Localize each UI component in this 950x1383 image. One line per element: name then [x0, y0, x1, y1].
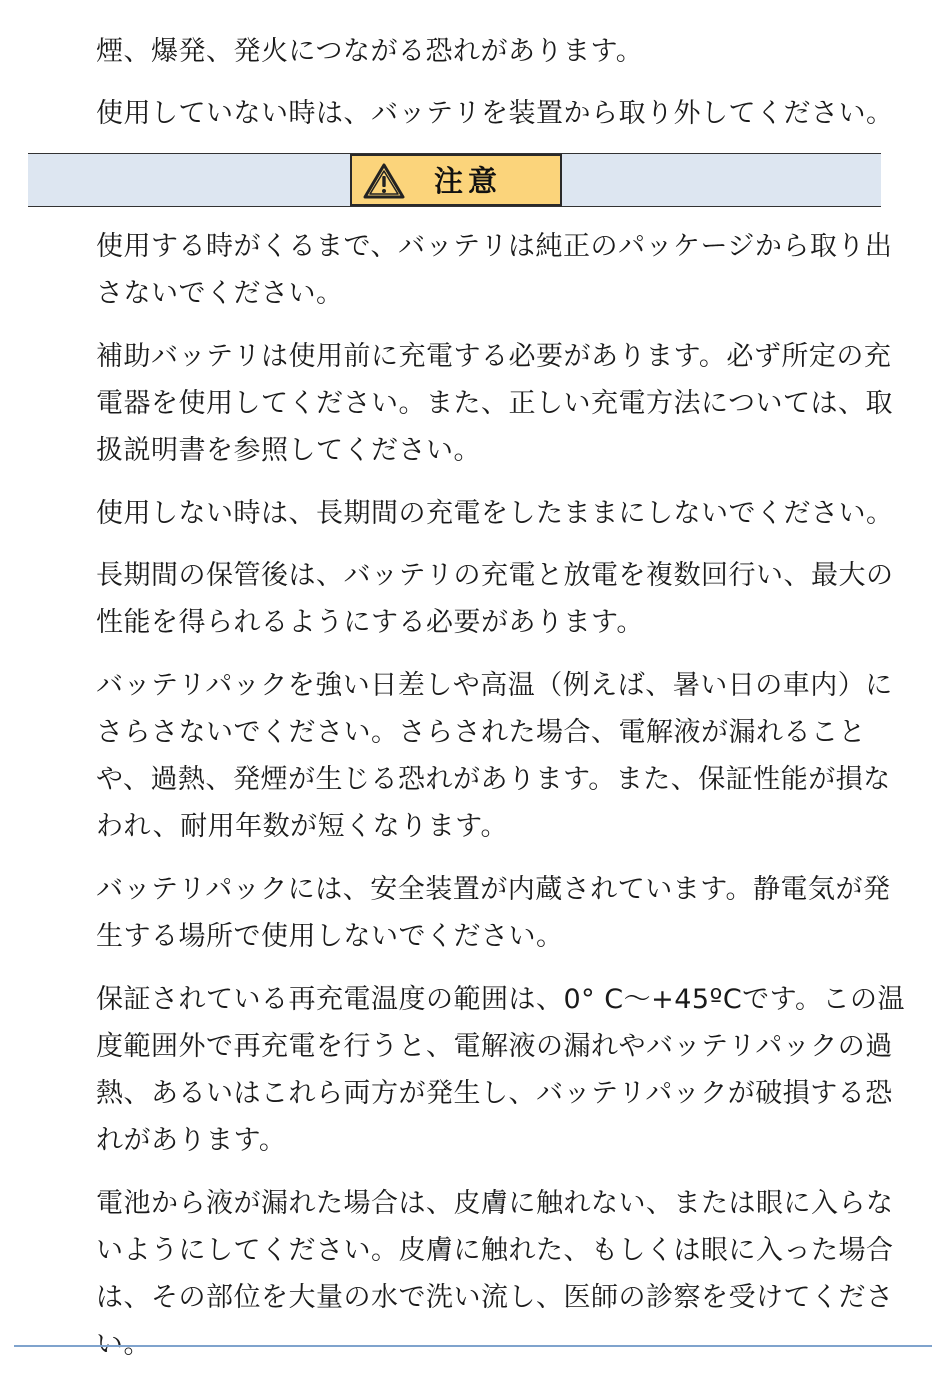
paragraph-keep-in-package: 使用する時がくるまで、バッテリは純正のパッケージから取り出さないでください。 [96, 231, 893, 309]
warning-triangle-icon [362, 162, 406, 200]
paragraph-leak-handling: 電池から液が漏れた場合は、皮膚に触れない、または眼に入らないようにしてください。皮膚に触れた、もしくは眼に入った場合は、その部位を大量の水で洗い流し、医師の診察を受けてください。 [96, 1188, 894, 1360]
paragraph-heat-exposure: バッテリパックを強い日差しや高温（例えば、暑い日の車内）にさらさないでください。さらされた場合、電解液が漏れることや、過熱、発煙が生じる恐れがあります。また、保証性能が損なわれ、耐用年数が短くなります。 [96, 670, 893, 842]
caution-label-box [350, 154, 562, 206]
footer-divider [14, 1345, 932, 1347]
paragraph-safety-device: バッテリパックには、安全装置が内蔵されています。静電気が発生する場所で使用しないでください。 [96, 874, 891, 952]
paragraph-after-storage: 長期間の保管後は、バッテリの充電と放電を複数回行い、最大の性能を得られるようにする必要があります。 [96, 560, 894, 638]
caution-header-band [28, 153, 881, 207]
warning-text-line: 煙、爆発、発火につながる恐れがあります。 [96, 36, 644, 67]
paragraph-no-long-charge: 使用しない時は、長期間の充電をしたままにしないでください。 [96, 498, 894, 529]
warning-text-remove-battery: 使用していない時は、バッテリを装置から取り外してください。 [96, 98, 894, 129]
paragraph-charge-before-use: 補助バッテリは使用前に充電する必要があります。必ず所定の充電器を使用してください。また、正しい充電方法については、取扱説明書を参照してください。 [96, 341, 893, 466]
paragraph-charge-temperature: 保証されている再充電温度の範囲は、0° C～+45ºCです。この温度範囲外で再充電を行うと、電解液の漏れやバッテリパックの過 熱、あるいはこれら両方が発生し、バッテリパックが破損する恐れがあります。 [96, 984, 906, 1156]
caution-label: 注意 [434, 164, 503, 198]
